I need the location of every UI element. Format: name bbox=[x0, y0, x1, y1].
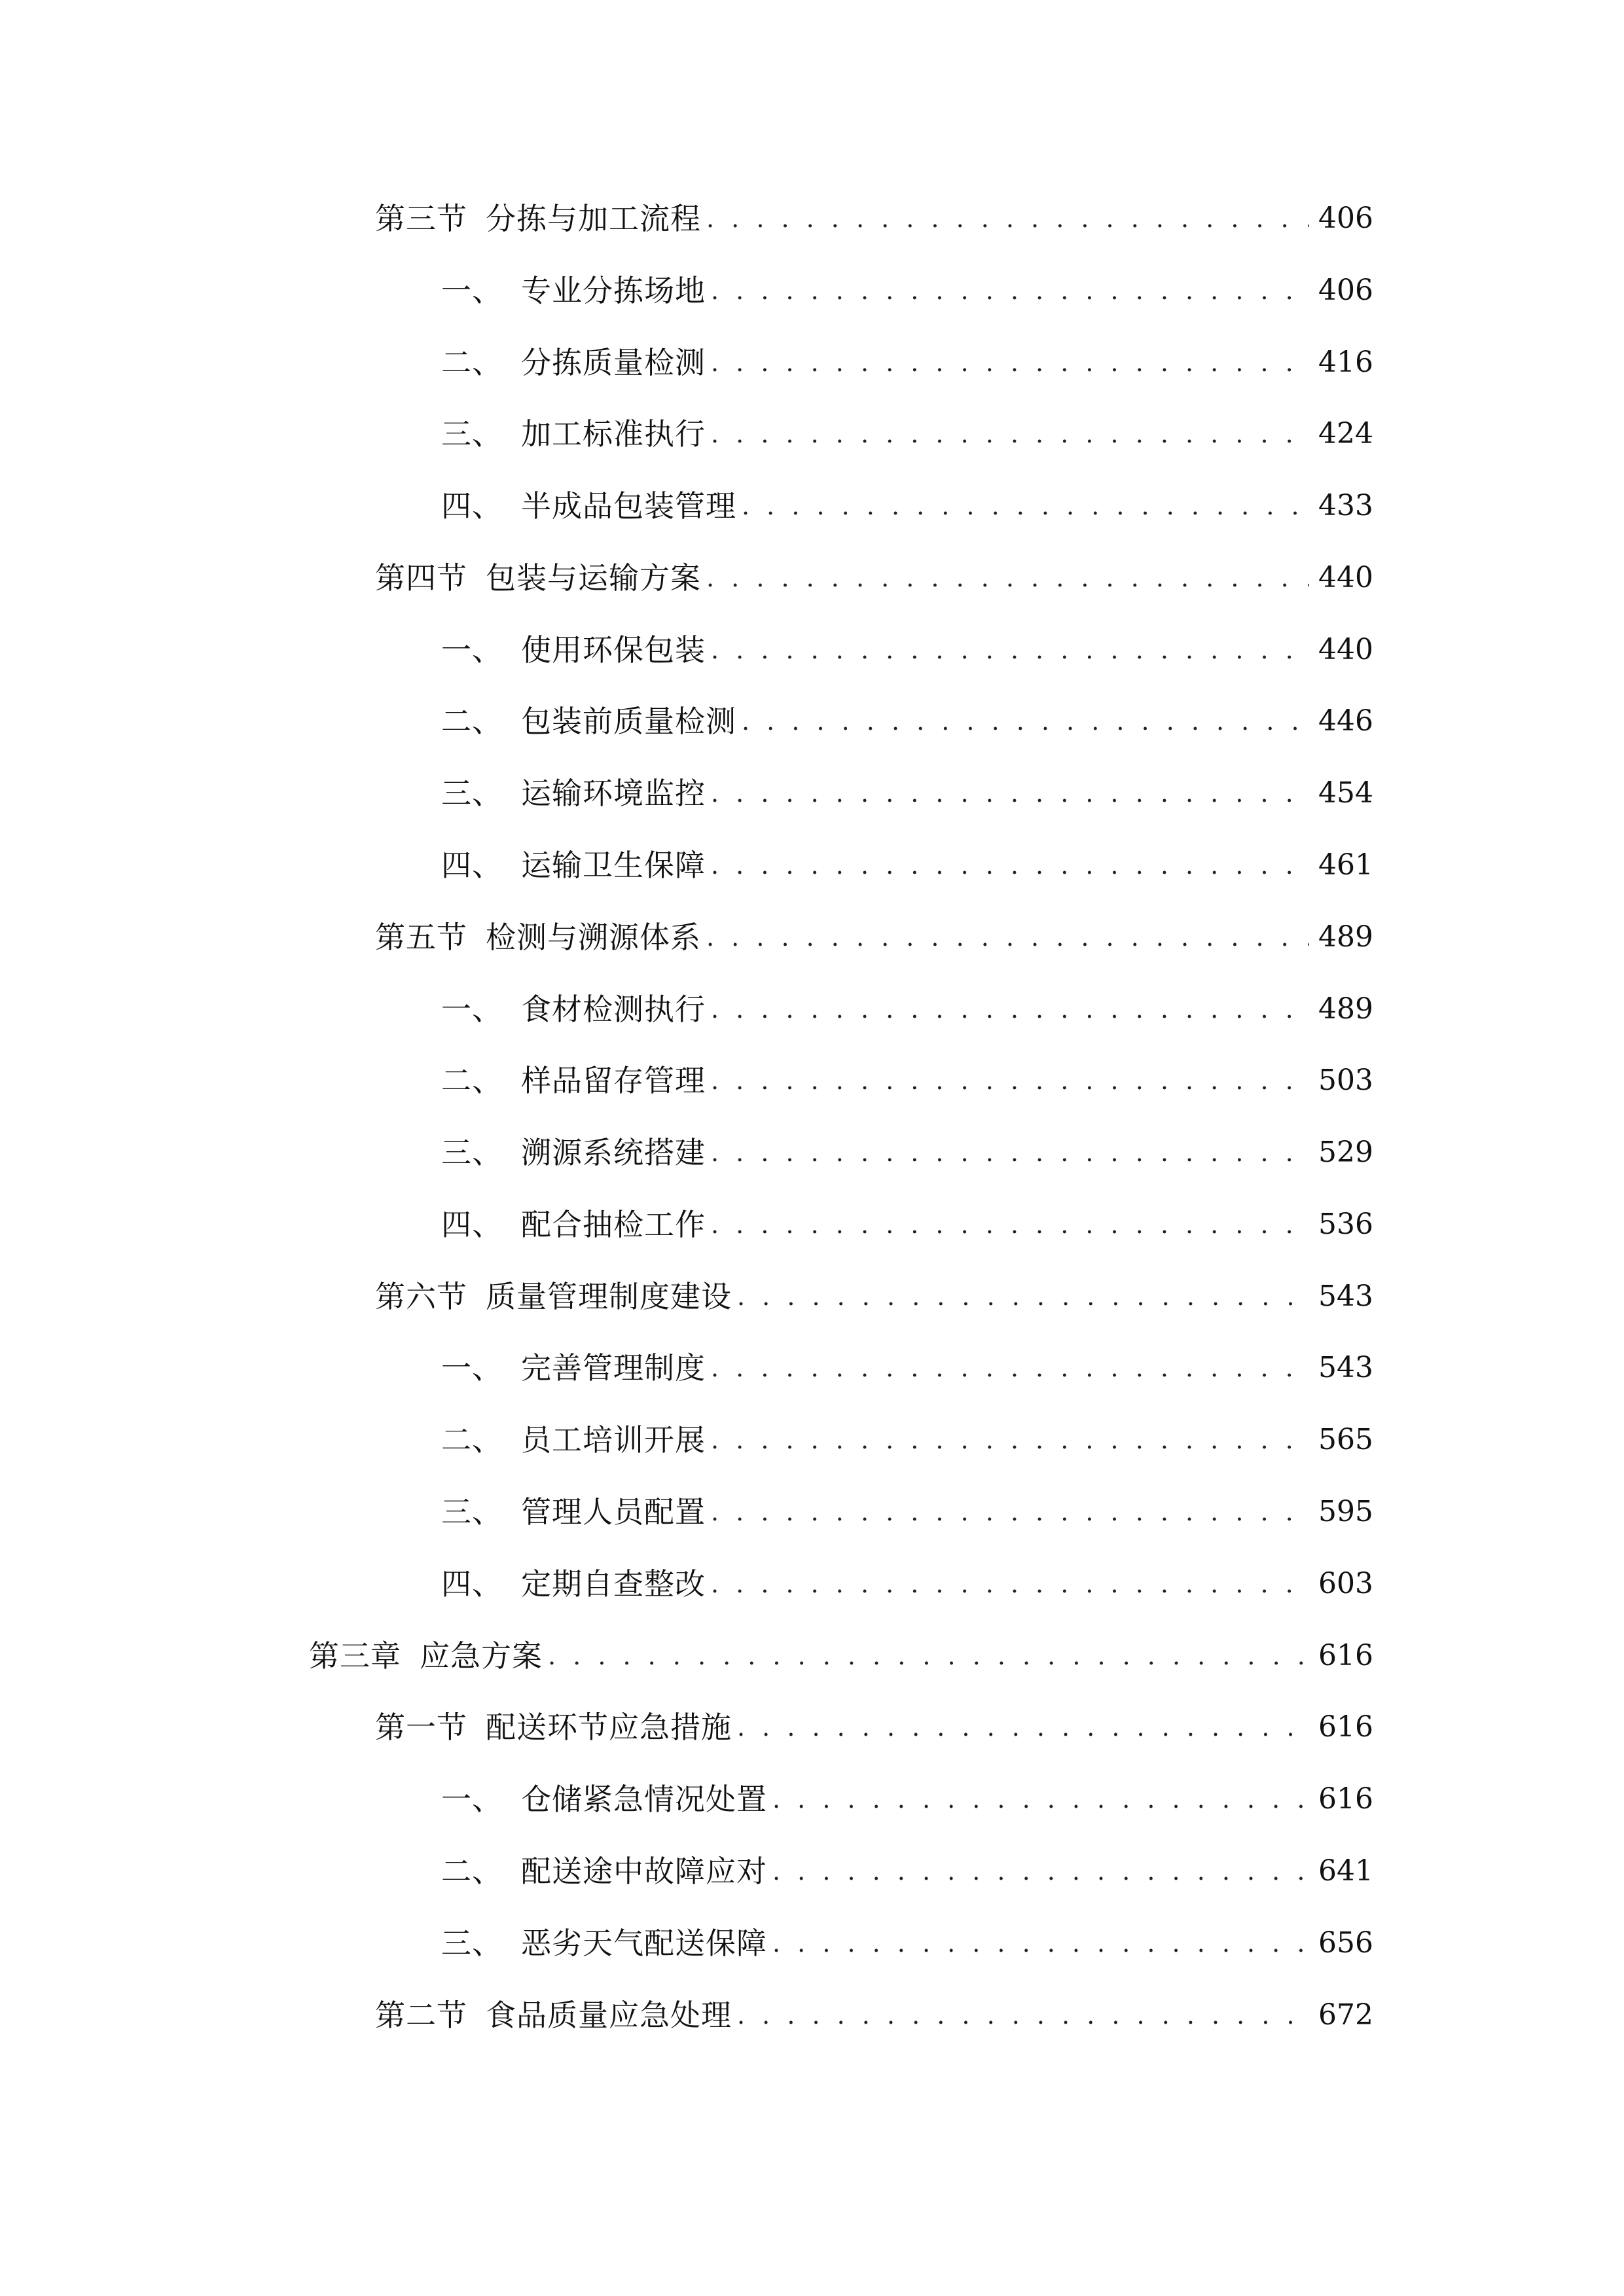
dot-leader bbox=[711, 624, 1309, 676]
toc-entry-number: 一、 bbox=[441, 632, 503, 668]
toc-entry-number: 四、 bbox=[441, 488, 503, 524]
dot-leader bbox=[737, 1989, 1309, 2041]
toc-entry-number: 第五节 bbox=[375, 920, 467, 955]
toc-entry-title: 配送环节应急措施 bbox=[486, 1710, 732, 1745]
toc-entry-number: 一、 bbox=[441, 273, 503, 308]
toc-entry-title: 包装前质量检测 bbox=[521, 704, 736, 739]
toc-entry-number: 第一节 bbox=[375, 1710, 467, 1745]
toc-page-number: 503 bbox=[1318, 1064, 1373, 1097]
toc-entry-title: 员工培训开展 bbox=[521, 1422, 706, 1458]
toc-page-number: 440 bbox=[1318, 633, 1373, 666]
toc-entry[interactable] bbox=[375, 911, 1373, 963]
toc-page-number: 672 bbox=[1318, 1998, 1373, 2032]
toc-page-number: 461 bbox=[1318, 848, 1373, 882]
dot-leader bbox=[706, 552, 1309, 604]
toc-entry-title: 食品质量应急处理 bbox=[486, 1998, 732, 2033]
toc-entry-title: 食材检测执行 bbox=[521, 992, 706, 1027]
toc-entry[interactable] bbox=[375, 1701, 1373, 1753]
toc-entry[interactable] bbox=[375, 552, 1373, 604]
toc-page-number: 616 bbox=[1318, 1639, 1373, 1672]
dot-leader bbox=[711, 1054, 1309, 1107]
toc-entry-title: 恶劣天气配送保障 bbox=[521, 1926, 767, 1961]
toc-page-number: 536 bbox=[1318, 1208, 1373, 1241]
dot-leader bbox=[711, 839, 1309, 891]
toc-entry-number: 四、 bbox=[441, 848, 503, 883]
toc-page-number: 489 bbox=[1318, 920, 1373, 954]
toc-page-number: 543 bbox=[1318, 1351, 1373, 1384]
toc-page-number: 424 bbox=[1318, 417, 1373, 450]
toc-entry-chapter[interactable] bbox=[309, 1630, 1373, 1682]
toc-entry-title: 使用环保包装 bbox=[521, 632, 706, 668]
toc-entry-number: 第三节 bbox=[375, 201, 467, 236]
toc-entry[interactable] bbox=[441, 336, 1373, 389]
toc-entry[interactable] bbox=[441, 839, 1373, 891]
toc-entry[interactable] bbox=[441, 1486, 1373, 1538]
toc-entry[interactable] bbox=[441, 1773, 1373, 1825]
toc-page-number: 529 bbox=[1318, 1136, 1373, 1169]
toc-entry-number: 三、 bbox=[441, 1926, 503, 1961]
toc-page-number: 489 bbox=[1318, 992, 1373, 1026]
toc-entry[interactable] bbox=[441, 624, 1373, 676]
toc-page-number: 454 bbox=[1318, 776, 1373, 810]
toc-entry-title: 完善管理制度 bbox=[521, 1350, 706, 1386]
toc-entry[interactable] bbox=[441, 1342, 1373, 1394]
dot-leader bbox=[706, 911, 1309, 963]
dot-leader bbox=[711, 1342, 1309, 1394]
toc-page-number: 416 bbox=[1318, 346, 1373, 379]
toc-page-number: 595 bbox=[1318, 1495, 1373, 1528]
toc-entry[interactable] bbox=[441, 1558, 1373, 1610]
dot-leader bbox=[742, 480, 1309, 532]
toc-entry[interactable] bbox=[441, 695, 1373, 747]
toc-page-number: 543 bbox=[1318, 1280, 1373, 1313]
dot-leader bbox=[711, 1198, 1309, 1251]
dot-leader bbox=[772, 1773, 1309, 1825]
toc-entry[interactable] bbox=[441, 1198, 1373, 1251]
toc-entry-number: 三、 bbox=[441, 776, 503, 811]
toc-entry-title: 半成品包装管理 bbox=[521, 488, 736, 524]
toc-entry[interactable] bbox=[375, 1989, 1373, 2041]
toc-entry-title: 质量管理制度建设 bbox=[486, 1279, 732, 1314]
dot-leader bbox=[711, 1486, 1309, 1538]
toc-entry-title: 配合抽检工作 bbox=[521, 1207, 706, 1242]
toc-entry-title: 定期自查整改 bbox=[521, 1566, 706, 1602]
toc-entry-title: 检测与溯源体系 bbox=[486, 920, 701, 955]
toc-page-number: 616 bbox=[1318, 1710, 1373, 1744]
toc-entry-number: 第四节 bbox=[375, 560, 467, 596]
toc-entry-number: 三、 bbox=[441, 416, 503, 452]
toc-entry[interactable] bbox=[441, 264, 1373, 317]
toc-entry-title: 包装与运输方案 bbox=[486, 560, 701, 596]
toc-entry[interactable] bbox=[375, 1270, 1373, 1323]
dot-leader bbox=[711, 1558, 1309, 1610]
toc-entry-number: 四、 bbox=[441, 1566, 503, 1602]
toc-page-number: 406 bbox=[1318, 202, 1373, 235]
dot-leader bbox=[742, 695, 1309, 747]
toc-page-number: 440 bbox=[1318, 561, 1373, 594]
toc-entry-number: 第二节 bbox=[375, 1998, 467, 2033]
toc-entry-number: 三、 bbox=[441, 1135, 503, 1170]
dot-leader bbox=[711, 1414, 1309, 1466]
toc-entry-number: 一、 bbox=[441, 1350, 503, 1386]
toc-entry[interactable] bbox=[441, 1917, 1373, 1969]
toc-entry-number: 第三章 bbox=[309, 1638, 401, 1674]
toc-entry[interactable] bbox=[441, 408, 1373, 460]
toc-entry[interactable] bbox=[441, 1054, 1373, 1107]
toc-entry[interactable] bbox=[441, 767, 1373, 819]
toc-page-number: 616 bbox=[1318, 1782, 1373, 1816]
dot-leader bbox=[772, 1845, 1309, 1897]
toc-entry-number: 四、 bbox=[441, 1207, 503, 1242]
toc-entry-number: 一、 bbox=[441, 992, 503, 1027]
toc-entry-number: 一、 bbox=[441, 1782, 503, 1817]
toc-entry-title: 配送途中故障应对 bbox=[521, 1854, 767, 1889]
toc-page-number: 656 bbox=[1318, 1926, 1373, 1960]
toc-page-number: 641 bbox=[1318, 1854, 1373, 1888]
toc-entry-title: 仓储紧急情况处置 bbox=[521, 1782, 767, 1817]
toc-page-number: 603 bbox=[1318, 1567, 1373, 1600]
dot-leader bbox=[711, 983, 1309, 1035]
toc-entry-number: 二、 bbox=[441, 1063, 503, 1098]
dot-leader bbox=[711, 264, 1309, 317]
dot-leader bbox=[711, 1126, 1309, 1179]
toc-entry-title: 应急方案 bbox=[420, 1638, 543, 1674]
dot-leader bbox=[711, 408, 1309, 460]
toc-entry[interactable] bbox=[441, 1414, 1373, 1466]
dot-leader bbox=[706, 192, 1309, 245]
toc-page-number: 433 bbox=[1318, 489, 1373, 522]
toc-entry-number: 第六节 bbox=[375, 1279, 467, 1314]
toc-page-number: 446 bbox=[1318, 704, 1373, 738]
toc-entry[interactable] bbox=[441, 983, 1373, 1035]
toc-entry-title: 管理人员配置 bbox=[521, 1494, 706, 1530]
toc-entry-number: 二、 bbox=[441, 1854, 503, 1889]
toc-entry[interactable] bbox=[441, 480, 1373, 532]
toc-entry-title: 分拣与加工流程 bbox=[486, 201, 701, 236]
toc-page-number: 565 bbox=[1318, 1423, 1373, 1456]
toc-entry-title: 专业分拣场地 bbox=[521, 273, 706, 308]
toc-entry-title: 溯源系统搭建 bbox=[521, 1135, 706, 1170]
toc-entry-title: 分拣质量检测 bbox=[521, 345, 706, 380]
toc-entry-number: 二、 bbox=[441, 704, 503, 739]
dot-leader bbox=[737, 1701, 1309, 1753]
toc-entry[interactable] bbox=[441, 1845, 1373, 1897]
toc-entry-number: 二、 bbox=[441, 1422, 503, 1458]
dot-leader bbox=[711, 336, 1309, 389]
toc-entry-title: 样品留存管理 bbox=[521, 1063, 706, 1098]
toc-page-number: 406 bbox=[1318, 274, 1373, 307]
toc-entry[interactable] bbox=[375, 192, 1373, 245]
toc-entry-number: 三、 bbox=[441, 1494, 503, 1530]
toc-entry-number: 二、 bbox=[441, 345, 503, 380]
dot-leader bbox=[737, 1270, 1309, 1323]
dot-leader bbox=[548, 1630, 1309, 1682]
toc-entry-title: 加工标准执行 bbox=[521, 416, 706, 452]
dot-leader bbox=[772, 1917, 1309, 1969]
toc-entry-title: 运输卫生保障 bbox=[521, 848, 706, 883]
toc-entry[interactable] bbox=[441, 1126, 1373, 1179]
dot-leader bbox=[711, 767, 1309, 819]
toc-entry-title: 运输环境监控 bbox=[521, 776, 706, 811]
